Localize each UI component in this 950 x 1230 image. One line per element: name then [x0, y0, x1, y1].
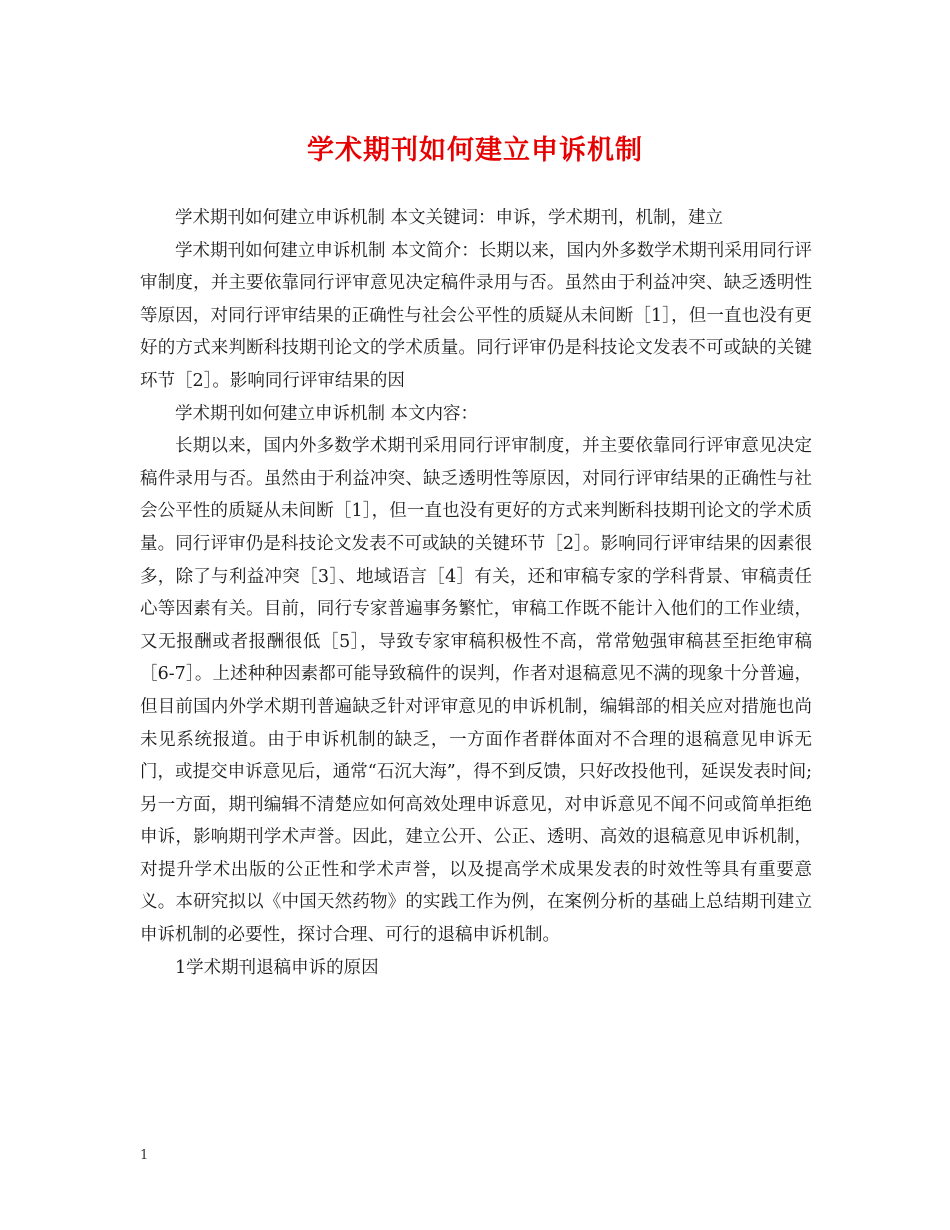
keywords-paragraph: 学术期刊如何建立申诉机制 本文关键词：申诉，学术期刊，机制，建立 — [175, 208, 724, 228]
content-heading-paragraph: 学术期刊如何建立申诉机制 本文内容： — [175, 403, 479, 424]
page-number: 1 — [140, 1148, 149, 1163]
document-body — [140, 202, 812, 984]
main-content-paragraph: 长期以来，国内外多数学术期刊采用同行评审制度，并主要依靠同行评审意见决定稿件录用与否。虽然由于利益冲突、缺乏透明性等原因，对同行评审结果的正确性与社会公平性的质疑从未间断［1］，但一直也没有更好的方式来判断科技期刊论文的学术质量。同行评审仍是科技论文发表不可或缺的关键环节［2］。影响同行评审结果的因素很多，除了与利益冲突［3］、地域语言［4］有关，还和审稿专家的学科背景、审稿责任心等因素有关。目前，同行专家普遍事务繁忙，审稿工作既不能计入他们的工作业绩，又无报酬或者报酬很低［5］，导致专家审稿积极性不高，常常勉强审稿甚至拒绝审稿［6-7］。上述种种因素都可能导致稿件的误判，作者对退稿意见不满的现象十分普遍，但目前国内外学术期刊普遍缺乏针对评审意见的申诉机制，编辑部的相关应对措施也尚未见系统报道。由于申诉机制的缺乏，一方面作者群体面对不合理的退稿意见申诉无门，或提交申诉意见后，通常“石沉大海”，得不到反馈，只好改投他刊，延误发表时间;另一方面，期刊编辑不清楚应如何高效处理申诉意见，对申诉意见不闻不问或简单拒绝申诉，影响期刊学术声誉。因此，建立公开、公正、透明、高效的退稿意见申诉机制，对提升学术出版的公正性和学术声誉，以及提高学术成果发表的时效性等具有重要意义。本研究拟以《中国天然药物》的实践工作为例，在案例分析的基础上总结期刊建立申诉机制的必要性，探讨合理、可行的退稿申诉机制。 — [140, 436, 812, 946]
summary-paragraph: 学术期刊如何建立申诉机制 本文简介：长期以来，国内外多数学术期刊采用同行评审制度，并主要依靠同行评审意见决定稿件录用与否。虽然由于利益冲突、缺乏透明性等原因，对同行评审结果的正确性与社会公平性的质疑从未间断［1］，但一直也没有更好的方式来判断科技期刊论文的学术质量。同行评审仍是科技论文发表不可或缺的关键环节［2］。影响同行评审结果的因 — [140, 240, 812, 391]
document-title: 学术期刊如何建立申诉机制 — [307, 135, 643, 166]
section-heading: 1学术期刊退稿申诉的原因 — [175, 957, 379, 978]
